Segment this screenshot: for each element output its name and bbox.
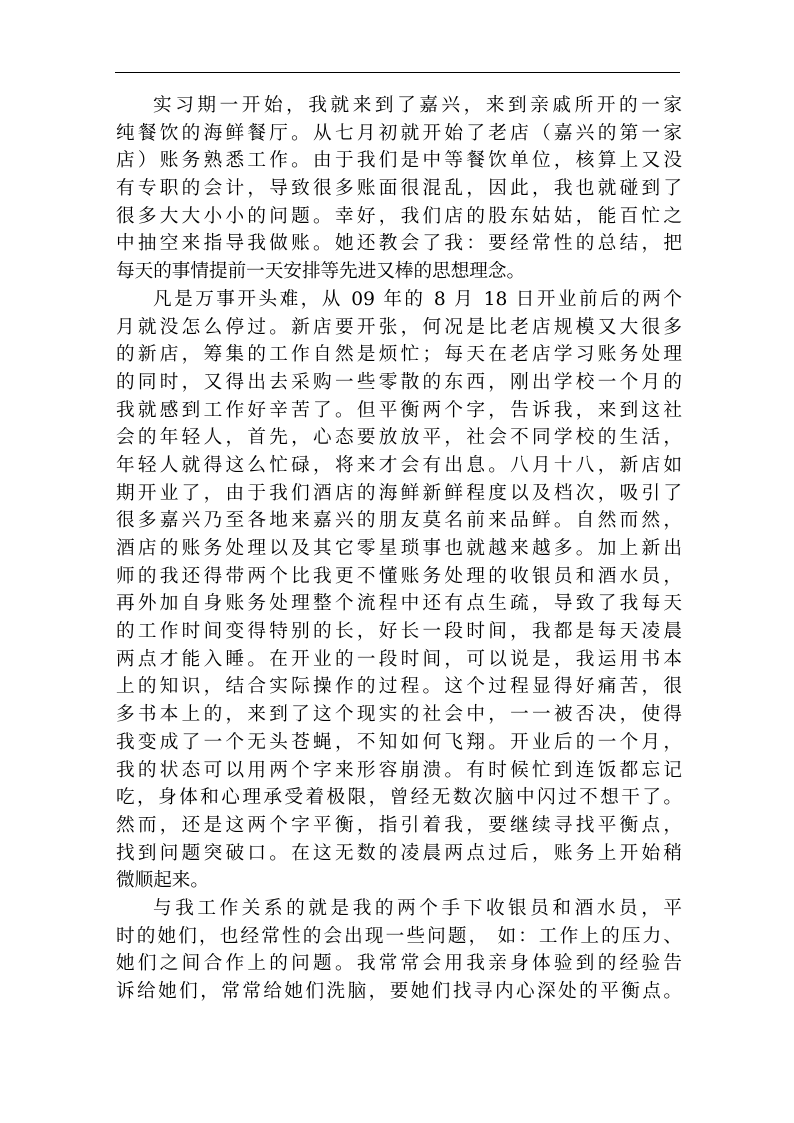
text-line: 有专职的会计，导致很多账面很混乱，因此，我也就碰到了 — [116, 178, 682, 200]
text-line: 诉给她们，常常给她们洗脑，要她们找寻内心深处的平衡点。 — [116, 981, 682, 1002]
text-line: 我就感到工作好辛苦了。但平衡两个字，告诉我，来到这社 — [116, 399, 682, 421]
header-rule — [115, 72, 680, 73]
text-line: 凡是万事开头难，从 09 年的 8 月 18 日开业前后的两个 — [153, 288, 682, 310]
text-line: 的新店，筹集的工作自然是烦忙；每天在老店学习账务处理 — [116, 344, 682, 366]
paragraph-1 — [116, 92, 682, 286]
text-line: 很多大大小小的问题。幸好，我们店的股东姑姑，能百忙之 — [116, 205, 682, 227]
text-line: 的工作时间变得特别的长，好长一段时间，我都是每天凌晨 — [116, 621, 682, 643]
text-line: 月就没怎么停过。新店要开张，何况是比老店规模又大很多 — [116, 316, 682, 338]
text-line: 酒店的账务处理以及其它零星琐事也就越来越多。加上新出 — [116, 538, 682, 559]
paragraph-3 — [116, 895, 682, 1006]
text-line: 年轻人就得这么忙碌，将来才会有出息。八月十八，新店如 — [116, 454, 682, 476]
paragraph-2 — [116, 286, 682, 895]
text-line: 找到问题突破口。在这无数的凌晨两点过后，账务上开始稍 — [116, 842, 682, 864]
text-line: 她们之间合作上的问题。我常常会用我亲身体验到的经验告 — [116, 953, 682, 975]
text-line: 我变成了一个无头苍蝇，不知如何飞翔。开业后的一个月， — [116, 731, 682, 753]
text-line: 很多嘉兴乃至各地来嘉兴的朋友莫名前来品鲜。自然而然， — [116, 510, 682, 532]
body-text — [116, 92, 682, 1006]
text-line: 的同时，又得出去采购一些零散的东西，刚出学校一个月的 — [116, 371, 682, 393]
text-line: 然而，还是这两个字平衡，指引着我，要继续寻找平衡点， — [116, 814, 682, 836]
text-line: 期开业了，由于我们酒店的海鲜新鲜程度以及档次，吸引了 — [116, 482, 682, 504]
text-line: 微顺起来。 — [116, 870, 209, 892]
text-line: 多书本上的，来到了这个现实的社会中，一一被否决，使得 — [116, 704, 682, 726]
text-line: 与我工作关系的就是我的两个手下收银员和酒水员，平 — [153, 897, 682, 919]
text-line: 纯餐饮的海鲜餐厅。从七月初就开始了老店（嘉兴的第一家 — [116, 122, 682, 144]
text-line: 中抽空来指导我做账。她还教会了我：要经常性的总结，把 — [116, 233, 682, 255]
text-line: 每天的事情提前一天安排等先进又棒的思想理念。 — [116, 261, 526, 283]
text-line: 师的我还得带两个比我更不懂账务处理的收银员和酒水员， — [116, 565, 682, 587]
text-line: 再外加自身账务处理整个流程中还有点生疏，导致了我每天 — [116, 593, 682, 615]
text-line: 我的状态可以用两个字来形容崩溃。有时候忙到连饭都忘记 — [116, 759, 682, 781]
text-line: 上的知识，结合实际操作的过程。这个过程显得好痛苦，很 — [116, 676, 682, 698]
text-line: 吃，身体和心理承受着极限，曾经无数次脑中闪过不想干了。 — [116, 787, 682, 809]
text-line: 时的她们，也经常性的会出现一些问题， 如：工作上的压力、 — [116, 925, 682, 947]
text-line: 两点才能入睡。在开业的一段时间，可以说是，我运用书本 — [116, 648, 682, 670]
text-line: 会的年轻人，首先，心态要放放平，社会不同学校的生活， — [116, 427, 682, 449]
text-line: 实习期一开始，我就来到了嘉兴，来到亲戚所开的一家 — [153, 95, 682, 116]
text-line: 店）账务熟悉工作。由于我们是中等餐饮单位，核算上又没 — [116, 150, 682, 172]
